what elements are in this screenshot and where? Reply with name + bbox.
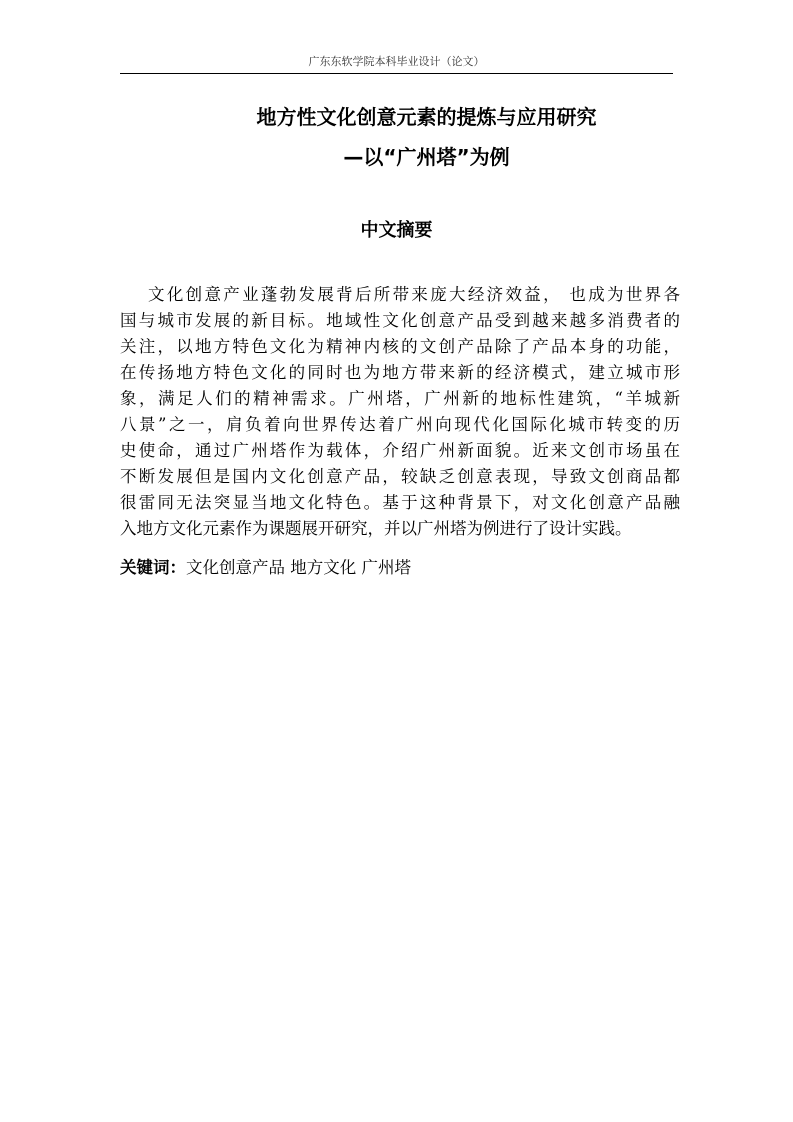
abstract-line: 关注，以地方特色文化为精神内核的文创产品除了产品本身的功能， [120, 337, 680, 356]
abstract-heading: 中文摘要 [360, 220, 433, 241]
abstract-line: 文化创意产业蓬勃发展背后所带来庞大经济效益， 也成为世界各 [148, 285, 680, 304]
abstract-line: 八景”之一，肩负着向世界传达着广州向现代化国际化城市转变的历 [120, 415, 680, 434]
thesis-subtitle: —以“广州塔”为例 [343, 145, 510, 169]
header-rule [120, 73, 673, 74]
abstract-line: 象，满足人们的精神需求。广州塔，广州新的地标性建筑，“羊城新 [120, 389, 680, 408]
abstract-line: 史使命，通过广州塔作为载体，介绍广州新面貌。近来文创市场虽在 [120, 441, 680, 460]
abstract-line: 入地方文化元素作为课题展开研究，并以广州塔为例进行了设计实践。 [120, 519, 632, 538]
abstract-line: 国与城市发展的新目标。地域性文化创意产品受到越来越多消费者的 [120, 311, 680, 330]
thesis-title: 地方性文化创意元素的提炼与应用研究 [256, 105, 597, 129]
keywords-label: 关键词： [120, 558, 186, 577]
abstract-body [120, 282, 680, 542]
keywords [120, 555, 411, 581]
keywords-values: 文化创意产品 地方文化 广州塔 [186, 558, 411, 577]
running-header: 广东东软学院本科毕业设计（论文） [308, 55, 485, 68]
abstract-line: 在传扬地方特色文化的同时也为地方带来新的经济模式，建立城市形 [120, 363, 680, 382]
abstract-line: 很雷同无法突显当地文化特色。基于这种背景下，对文化创意产品融 [120, 493, 680, 512]
abstract-line: 不断发展但是国内文化创意产品，较缺乏创意表现，导致文创商品都 [120, 467, 680, 486]
